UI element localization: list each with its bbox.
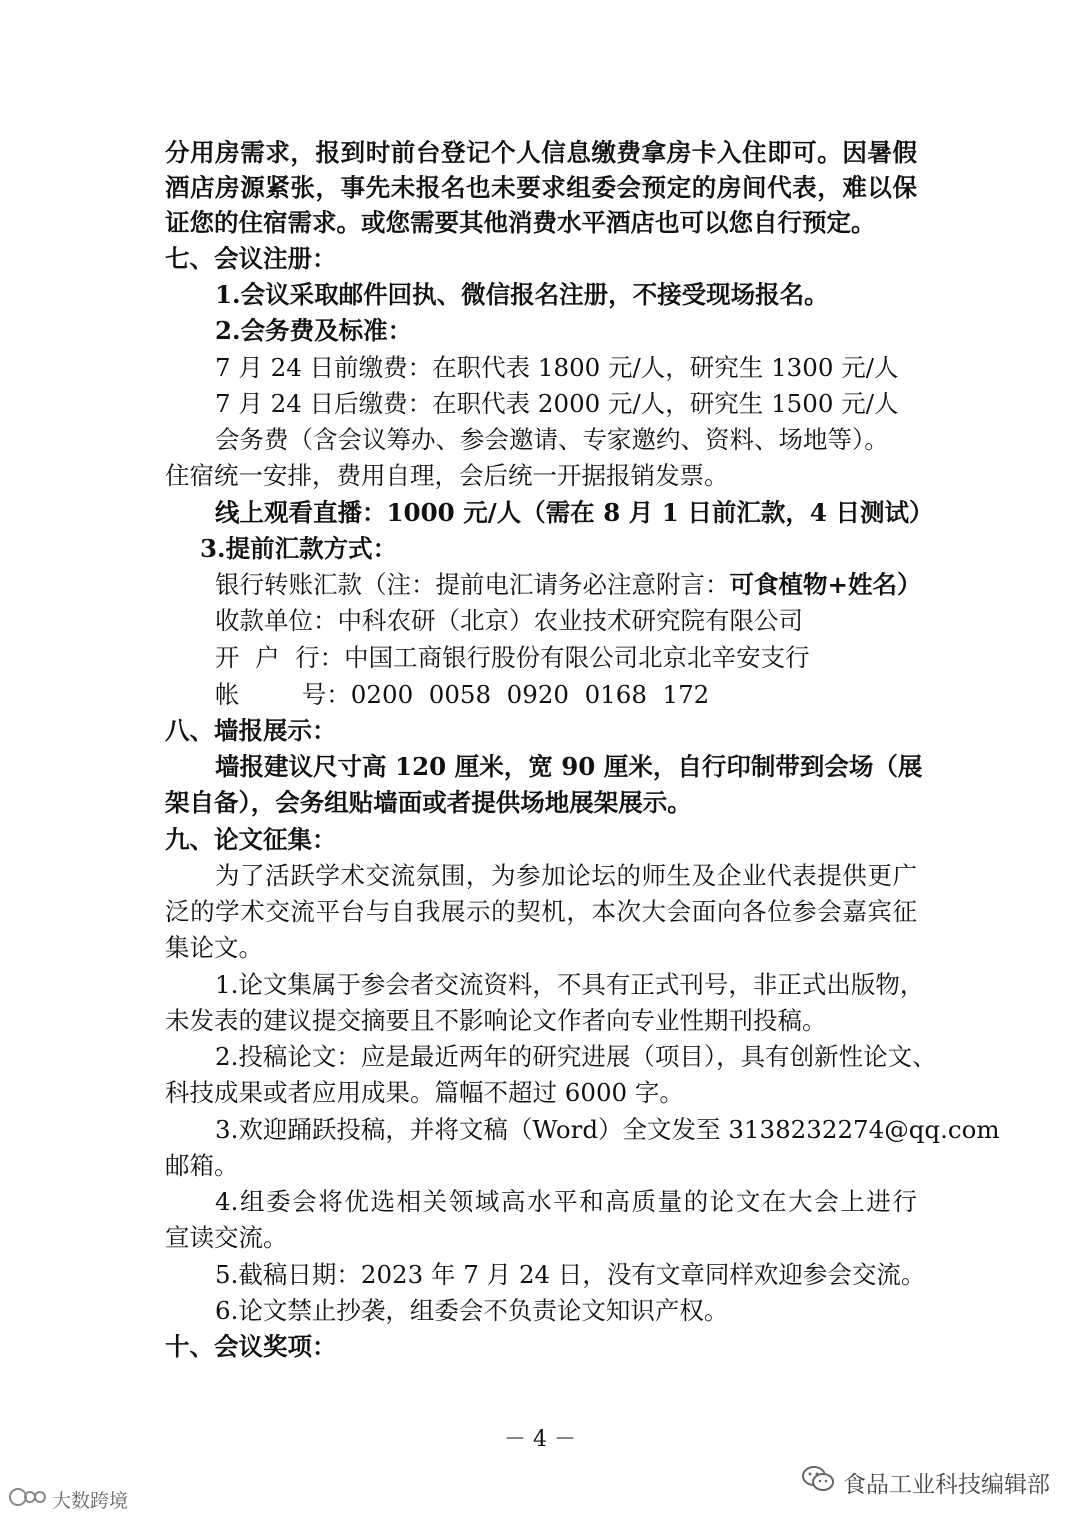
watermark-left xyxy=(8,1486,128,1513)
fee-line: 7 月 24 日前缴费：在职代表 1800 元/人，研究生 1300 元/人 xyxy=(215,353,899,382)
bank-line: 开 户 行：中国工商银行股份有限公司北京北辛安支行 xyxy=(215,643,810,672)
paragraph-line: 证您的住宿需求。或您需要其他消费水平酒店也可以您自行预定。 xyxy=(165,208,876,237)
livestream-line: 线上观看直播：1000 元/人（需在 8 月 1 日前汇款，4 日测试） xyxy=(215,498,934,527)
subheading: 3.提前汇款方式： xyxy=(200,534,398,563)
bank-note-emphasis: 可食植物+姓名） xyxy=(729,570,922,599)
paragraph-line: 墙报建议尺寸高 120 厘米，宽 90 厘米，自行印制带到会场（展 xyxy=(215,752,923,781)
paragraph-line: 分用房需求，报到时前台登记个人信息缴费拿房卡入住即可。因暑假 xyxy=(165,138,917,167)
section-heading: 九、论文征集： xyxy=(165,825,337,854)
paragraph-line: 酒店房源紧张，事先未报名也未要求组委会预定的房间代表，难以保 xyxy=(165,173,917,202)
watermark-right-text: 食品工业科技编辑部 xyxy=(843,1471,1050,1498)
section-heading: 七、会议注册： xyxy=(165,244,337,273)
account-line: 帐 号：0200 0058 0920 0168 172 xyxy=(215,680,710,709)
paragraph-line: 5.截稿日期：2023 年 7 月 24 日，没有文章同样欢迎参会交流。 xyxy=(215,1260,926,1289)
paragraph-line: 科技成果或者应用成果。篇幅不超过 6000 字。 xyxy=(165,1078,684,1107)
bank-note-text: 银行转账汇款（注：提前电汇请务必注意附言： xyxy=(215,570,730,599)
paragraph-line: 未发表的建议提交摘要且不影响论文作者向专业性期刊投稿。 xyxy=(165,1006,827,1035)
page-number: － 4 － xyxy=(504,1427,576,1452)
section-heading: 十、会议奖项： xyxy=(165,1332,337,1361)
fee-line: 7 月 24 日后缴费：在职代表 2000 元/人，研究生 1500 元/人 xyxy=(215,389,899,418)
paragraph-line: 为了活跃学术交流氛围，为参加论坛的师生及企业代表提供更广 xyxy=(215,861,917,890)
paragraph-line: 泛的学术交流平台与自我展示的契机，本次大会面向各位参会嘉宾征 xyxy=(165,897,917,926)
paragraph-line: 1.会议采取邮件回执、微信报名注册，不接受现场报名。 xyxy=(215,280,829,309)
subheading: 2.会务费及标准： xyxy=(215,316,413,345)
paragraph-line: 架自备），会务组贴墙面或者提供场地展架展示。 xyxy=(165,788,692,817)
paragraph-line: 邮箱。 xyxy=(165,1151,239,1180)
section-heading: 八、墙报展示： xyxy=(165,716,337,745)
paragraph-line: 4.组委会将优选相关领域高水平和高质量的论文在大会上进行 xyxy=(215,1187,917,1216)
paragraph-line: 2.投稿论文：应是最近两年的研究进展（项目），具有创新性论文、 xyxy=(215,1042,937,1071)
paragraph-line: 集论文。 xyxy=(165,933,263,962)
paragraph-line: 3.欢迎踊跃投稿，并将文稿（Word）全文发至 3138232274@qq.com xyxy=(215,1115,1000,1144)
watermark-right xyxy=(801,1464,1050,1500)
paragraph-line: 会务费（含会议筹办、参会邀请、专家邀约、资料、场地等）。 xyxy=(215,425,889,454)
brand-logo-icon xyxy=(8,1486,48,1513)
bank-note-line xyxy=(215,570,922,600)
wechat-icon xyxy=(801,1464,835,1500)
paragraph-line: 宣读交流。 xyxy=(165,1223,288,1252)
paragraph-line: 1.论文集属于参会者交流资料，不具有正式刊号，非正式出版物， xyxy=(215,970,925,999)
paragraph-line: 6.论文禁止抄袭，组委会不负责论文知识产权。 xyxy=(215,1296,729,1325)
watermark-left-text: 大数跨境 xyxy=(52,1490,129,1512)
payee-line: 收款单位：中科农研（北京）农业技术研究院有限公司 xyxy=(215,606,803,635)
paragraph-line: 住宿统一安排，费用自理，会后统一开据报销发票。 xyxy=(165,461,729,490)
